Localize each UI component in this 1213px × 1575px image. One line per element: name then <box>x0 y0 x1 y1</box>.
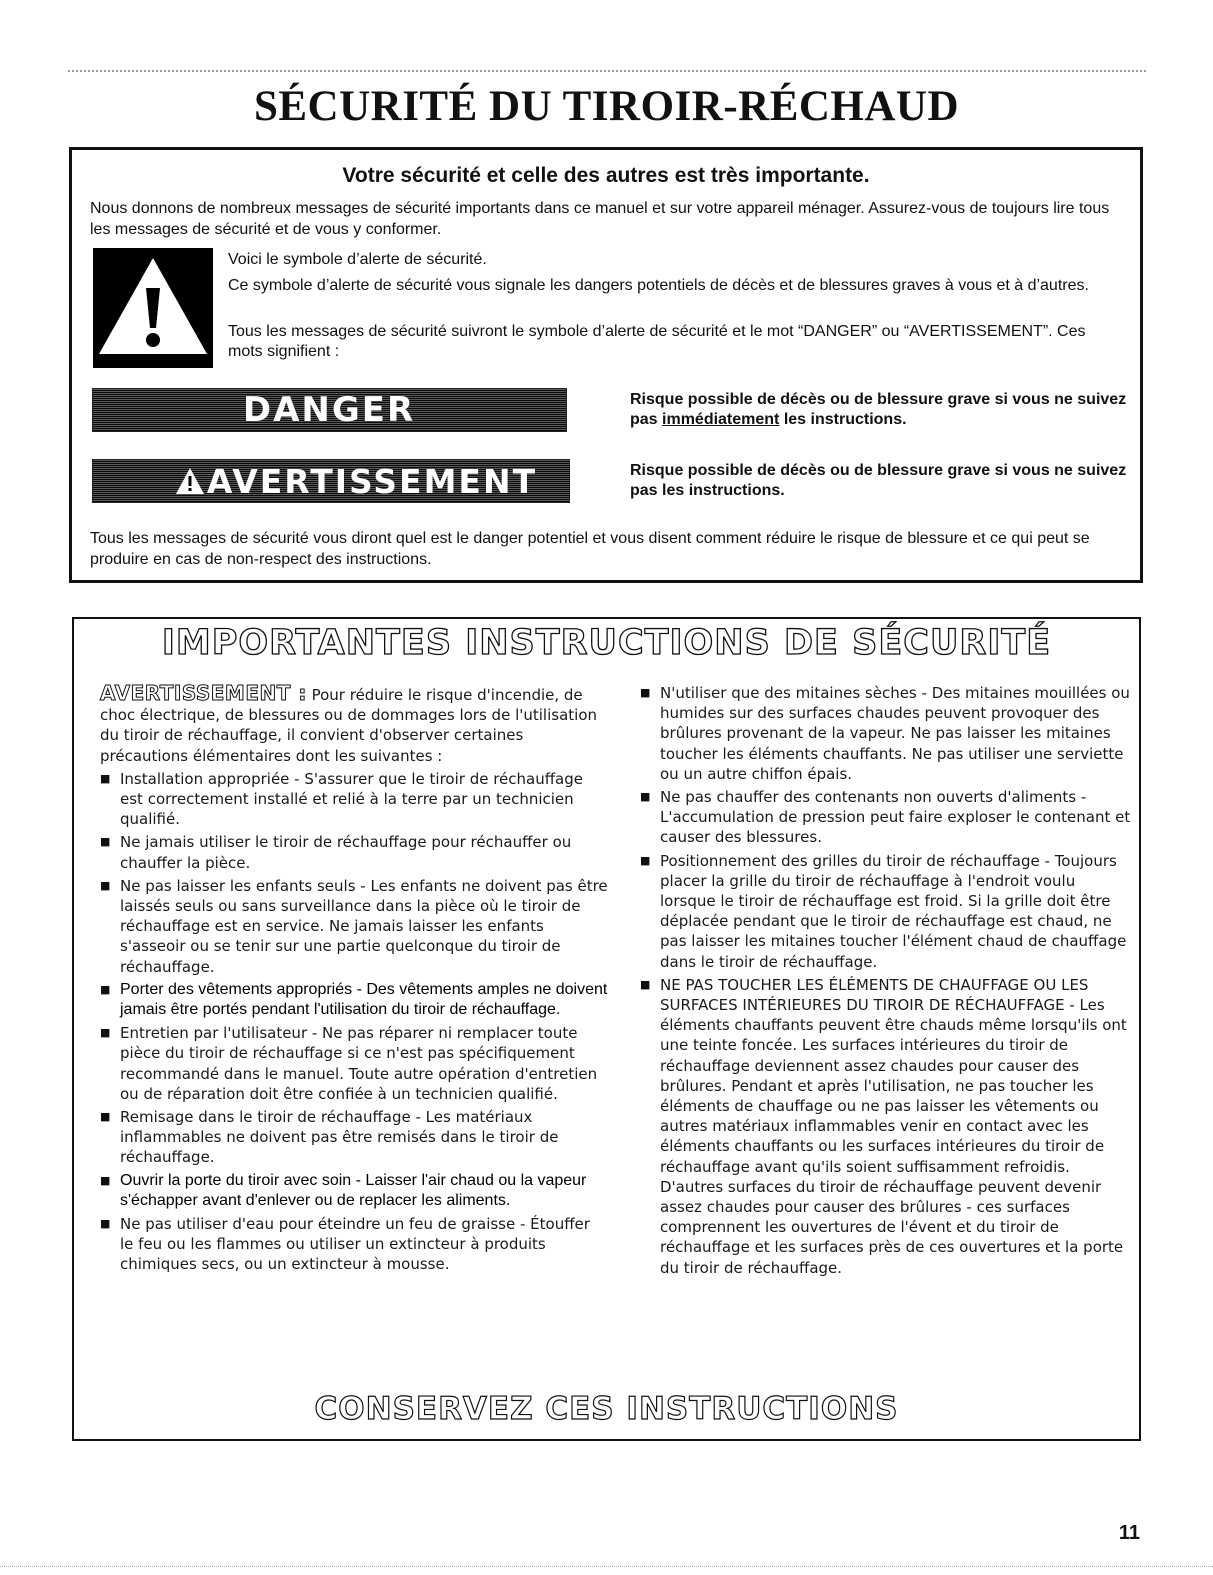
safety-intro: Nous donnons de nombreux messages de sécurité importants dans ce manuel et sur votre appareil ménager. Assurez-vous de toujours lire tous les messages de sécurité et de vous y conformer. <box>90 200 1110 238</box>
bullet-icon: ■ <box>100 1173 111 1187</box>
warning-triangle-icon <box>93 248 213 368</box>
list-item: ■ Installation appropriée - S'assurer que le tiroir de réchauffage est correctement installé et relié à la terre par un technicien qualifié. <box>100 769 584 829</box>
danger-description: Risque possible de décès ou de blessure grave si vous ne suivez pas immédiatement les instructions. <box>630 391 1127 428</box>
bullet-icon: ■ <box>100 1110 111 1124</box>
keep-instructions-footer: CONSERVEZ CES INSTRUCTIONS <box>314 1391 899 1427</box>
warning-banner-label: AVERTISSEMENT <box>151 460 561 502</box>
bullet-icon: ■ <box>640 977 651 991</box>
list-item: ■ N'utiliser que des mitaines sèches - Des mitaines mouillées ou humides sur des surfaces chaudes peuvent provoquer des brûlures provenant de la vapeur. Ne pas laisser les mitaines toucher les éléments chauffants. Ne pas utiliser une serviette ou un autre chiffon épais. <box>640 684 1130 783</box>
list-item: ■ NE PAS TOUCHER LES ÉLÉMENTS DE CHAUFFAGE OU LES SURFACES INTÉRIEURES DU TIROIR DE RÉCHAUFFAGE - Les éléments chauffants peuvent être chauds même lorsqu'ils ont une teinte foncée. Les surfaces intérieures du tiroir de réchauffage deviennent assez chaudes pour causer des brûlures. Pendant et après l'utilisation, ne pas toucher les éléments de chauffage ou ne pas laisser les vêtements ou autres matériaux inflammables venir en contact avec les éléments chauffants ou les surfaces intérieures du tiroir de réchauffage avant qu'ils soient suffisamment refroidis. D'autres surfaces du tiroir de réchauffage peuvent devenir assez chaudes pour causer des brûlures - ces surfaces comprennent les ouvertures de l'évent et du tiroir de réchauffage et les surfaces près de ces ouvertures et la porte du tiroir de réchauffage. <box>640 975 1127 1277</box>
list-item: ■ Ne pas utiliser d'eau pour éteindre un feu de graisse - Étouffer le feu ou les flammes ou utiliser un extincteur à produits chimiques secs, ou un extincteur à mousse. <box>100 1215 590 1274</box>
list-item: ■ Ouvrir la porte du tiroir avec soin - Laisser l'air chaud ou la vapeur s'échapper avant d'enlever ou de replacer les aliments. <box>100 1171 608 1211</box>
page-title: SÉCURITÉ DU TIROIR-RÉCHAUD <box>253 83 960 130</box>
symbol-description-3: Tous les messages de sécurité suivront le symbole d’alerte de sécurité et le mot “DANGER” ou “AVERTISSEMENT”. Ces mots signifient : <box>228 323 1086 360</box>
bullet-icon: ■ <box>640 686 651 699</box>
bullet-icon: ■ <box>640 853 651 867</box>
symbol-description-1: Voici le symbole d’alerte de sécurité. <box>228 251 487 268</box>
bullet-icon: ■ <box>100 1217 111 1231</box>
danger-banner <box>92 388 567 432</box>
list-item: ■ Entretien par l'utilisateur - Ne pas réparer ni remplacer toute pièce du tiroir de réchauffage si ce n'est pas spécifiquement recommandé dans le manuel. Toute autre opération d'entretien ou de réparation doit être confiée à un technicien qualifié. <box>100 1024 598 1103</box>
bullet-icon: ■ <box>100 878 111 892</box>
list-item: ■ Ne pas laisser les enfants seuls - Les enfants ne doivent pas être laissés seuls ou sans surveillance dans la pièce où le tiroir de réchauffage est en service. Ne jamais laisser les enfants s'asseoir ou se tenir sur une partie quelconque du tiroir de réchauffage. <box>100 876 608 976</box>
bullet-icon: ■ <box>100 1026 111 1040</box>
bullet-icon: ■ <box>640 790 651 804</box>
warning-lead <box>100 683 608 766</box>
warning-banner <box>92 459 570 503</box>
symbol-description-2: Ce symbole d’alerte de sécurité vous signale les dangers potentiels de décès et de blessures graves à vous et à d’autres. <box>228 277 1089 294</box>
warning-lead-text: Pour réduire le risque d'incendie, de choc électrique, de blessures ou de dommages lors de l'utilisation du tiroir de réchauffage, il convient d'observer certaines précautions élémentaires dont les suivantes : <box>100 686 597 765</box>
bullet-icon: ■ <box>100 771 111 785</box>
instructions-right-column <box>640 683 1134 1278</box>
list-item: ■ Porter des vêtements appropriés - Des vêtements amples ne doivent jamais être portés pendant l'utilisation du tiroir de réchauffage. <box>100 980 608 1020</box>
warning-lead-word: AVERTISSEMENT : <box>100 681 307 705</box>
safety-alert-box <box>69 147 1143 583</box>
list-item: ■ Positionnement des grilles du tiroir de réchauffage - Toujours placer la grille du tiroir de réchauffage à l'endroit voulu lorsque le tiroir de réchauffage est froid. Si la grille doit être déplacée pendant que le tiroir de réchauffage est chaud, ne pas laisser les mitaines toucher l'élément chaud de chauffage dans le tiroir de réchauffage. <box>640 851 1127 971</box>
page-number: 11 <box>1118 1522 1140 1544</box>
top-rule <box>68 70 1146 72</box>
bottom-rule <box>0 1566 1213 1567</box>
danger-banner-label: DANGER <box>242 390 416 430</box>
important-instructions-box <box>72 617 1141 1441</box>
list-item: ■ Ne jamais utiliser le tiroir de réchauffage pour réchauffer ou chauffer la pièce. <box>100 833 572 872</box>
warning-description: Risque possible de décès ou de blessure grave si vous ne suivez pas les instructions. <box>630 462 1127 499</box>
list-item: ■ Remisage dans le tiroir de réchauffage - Les matériaux inflammables ne doivent pas être remisés dans le tiroir de réchauffage. <box>100 1108 559 1167</box>
safety-outro: Tous les messages de sécurité vous diront quel est le danger potentiel et vous disent comment réduire le risque de blessure et ce qui peut se produire en cas de non-respect des instructions. <box>90 530 1090 568</box>
safety-subtitle: Votre sécurité et celle des autres est très importante. <box>342 164 870 187</box>
list-item: ■ Ne pas chauffer des contenants non ouverts d'aliments - L'accumulation de pression peut faire exploser le contenant et causer des blessures. <box>640 788 1131 847</box>
bullet-icon: ■ <box>100 982 111 996</box>
bullet-icon: ■ <box>100 835 111 849</box>
instructions-left-column <box>100 683 608 1275</box>
alert-symbol-icon <box>175 467 205 495</box>
instructions-heading: IMPORTANTES INSTRUCTIONS DE SÉCURITÉ <box>161 623 1052 663</box>
